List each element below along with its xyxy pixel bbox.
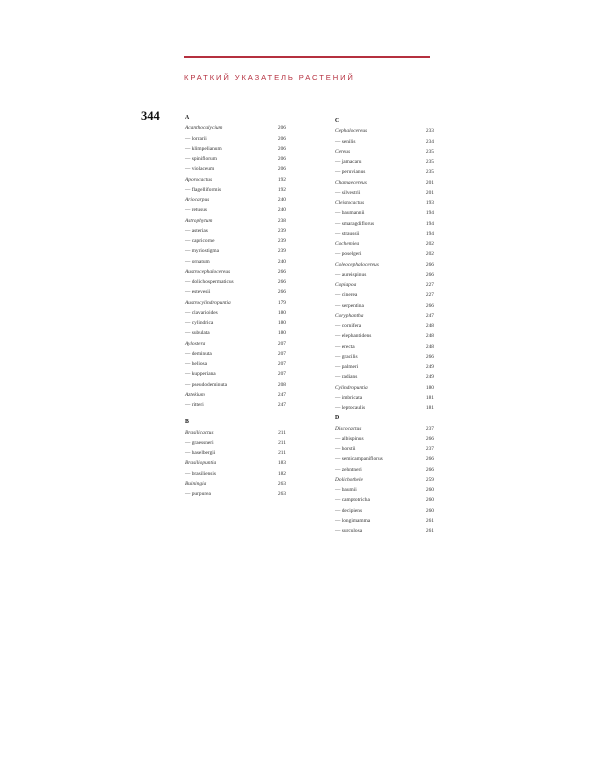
species-name: — leptocaulis	[335, 405, 366, 411]
index-entry	[185, 489, 286, 499]
index-entry	[335, 485, 434, 495]
index-entry	[185, 469, 286, 479]
species-name: — brasiliensis	[185, 470, 216, 477]
page-ref: 207	[277, 371, 286, 378]
index-entry	[335, 465, 434, 475]
page-ref: 263	[277, 480, 286, 487]
page-ref: 266	[425, 302, 434, 309]
index-entry	[185, 226, 286, 236]
index-entry	[335, 424, 434, 434]
species-name: — haselbergii	[185, 450, 216, 456]
page-ref: 180	[425, 384, 434, 391]
species-name: — deminuta	[185, 350, 212, 357]
species-name: — longimamma	[335, 517, 371, 524]
species-name: — cylindrica	[185, 320, 214, 326]
genus-name: Cylindropuntia	[335, 384, 368, 391]
species-name: — baumannii	[335, 210, 365, 217]
species-name: — clavarioides	[185, 309, 218, 316]
index-entry	[335, 260, 434, 270]
letter-label: A	[185, 115, 190, 121]
index-entry	[185, 339, 286, 349]
page-ref: 233	[425, 128, 434, 135]
genus-name: Buiningia	[185, 480, 207, 487]
page-ref: 180	[277, 309, 286, 316]
page-ref: 248	[425, 343, 434, 350]
page-ref: 181	[425, 405, 434, 411]
page-ref: 266	[425, 456, 434, 463]
page-ref: 194	[425, 210, 434, 217]
index-entry	[335, 301, 434, 311]
page-ref: 181	[425, 394, 434, 401]
species-name: — ritteri	[185, 402, 204, 408]
header-rule	[184, 56, 430, 58]
species-name: — cornifera	[335, 323, 362, 329]
page-ref: 260	[425, 497, 434, 504]
species-name: — dolichospermaticus	[185, 279, 234, 285]
page-ref: 240	[277, 197, 286, 203]
index-entry	[335, 362, 434, 372]
index-entry	[335, 475, 434, 485]
page-ref: 260	[425, 487, 434, 493]
page-ref: 211	[278, 450, 286, 456]
species-name: — purpurea	[185, 491, 211, 497]
index-entry	[185, 380, 286, 390]
index-entry	[335, 311, 434, 321]
page-title: КРАТКИЙ УКАЗАТЕЛЬ РАСТЕНИЙ	[184, 73, 355, 82]
index-entry	[185, 318, 286, 328]
species-name: — elephantidens	[335, 333, 372, 340]
genus-name: Acanthocalycium	[185, 125, 223, 132]
index-entry	[335, 270, 434, 280]
species-name: — surculosa	[335, 528, 363, 534]
genus-name: Cephalocereus	[335, 128, 368, 135]
page-ref: 247	[277, 402, 286, 408]
page-ref: 234	[425, 138, 434, 145]
index-entry	[335, 137, 434, 147]
page-ref: 201	[425, 189, 434, 196]
letter-label: D	[335, 415, 340, 422]
page-ref: 206	[277, 135, 286, 142]
species-name: — jamacaru	[335, 159, 362, 165]
index-entry	[185, 246, 286, 256]
index-entry	[185, 428, 286, 438]
species-name: — baumii	[335, 487, 357, 493]
species-name: — smaragdiflorus	[335, 220, 375, 227]
species-name: — myriostigma	[185, 248, 219, 255]
index-entry	[335, 352, 434, 362]
species-name: — subulata	[185, 330, 210, 337]
genus-name: Brasiliopuntia	[185, 460, 217, 467]
page-ref: 235	[425, 169, 434, 176]
page-ref: 227	[425, 292, 434, 299]
species-name: — heliosa	[185, 361, 208, 367]
species-name: — erecta	[335, 343, 355, 350]
page-ref: 207	[277, 350, 286, 357]
index-entry	[335, 280, 434, 290]
page-ref: 263	[277, 491, 286, 497]
index-entry	[185, 369, 286, 379]
species-name: — albispinus	[335, 435, 364, 442]
index-entry	[185, 448, 286, 458]
index-entry	[335, 393, 434, 403]
index-entry	[185, 438, 286, 448]
page-ref: 261	[425, 517, 434, 524]
index-entry	[185, 257, 286, 267]
index-entry	[335, 516, 434, 526]
page-ref: 248	[425, 333, 434, 340]
letter-label: B	[185, 419, 189, 426]
species-name: — spiniflorum	[185, 156, 217, 162]
genus-name: Astrophytum	[185, 217, 213, 224]
species-name: — decipiens	[335, 507, 363, 514]
index-entry	[185, 164, 286, 174]
page-ref: 201	[425, 179, 434, 186]
species-name: — silvestrii	[335, 189, 361, 196]
species-name: — asterias	[185, 227, 208, 234]
page-ref: 261	[425, 528, 434, 534]
species-name: — imbricata	[335, 394, 363, 401]
species-name: — ornatum	[185, 258, 210, 265]
species-name: — semicampaniflorus	[335, 456, 383, 463]
index-entry	[185, 185, 286, 195]
page-ref: 249	[425, 374, 434, 381]
index-entry	[335, 188, 434, 198]
index-entry	[335, 331, 434, 341]
index-entry	[185, 267, 286, 277]
index-entry	[335, 372, 434, 382]
index-entry	[335, 506, 434, 516]
species-name: — kupperiana	[185, 371, 216, 378]
index-entry	[335, 178, 434, 188]
index-letter-heading	[185, 417, 286, 427]
page-ref: 202	[425, 251, 434, 258]
index-entry	[335, 495, 434, 505]
species-name: — peruvianus	[335, 169, 366, 176]
species-name: — pseudodeminuta	[185, 381, 228, 388]
index-entry	[335, 219, 434, 229]
index-entry	[185, 236, 286, 246]
page-ref: 227	[425, 282, 434, 288]
page-ref: 192	[277, 176, 286, 183]
index-entry	[335, 290, 434, 300]
species-name: — klimpelianum	[185, 145, 222, 152]
index-entry	[185, 400, 286, 410]
index-entry	[335, 239, 434, 249]
index-entry	[335, 403, 434, 413]
genus-name: Austrocephalocereus	[185, 268, 231, 275]
index-entry	[185, 154, 286, 164]
page-ref: 194	[425, 230, 434, 237]
index-entry	[185, 175, 286, 185]
species-name: — flagelliformis	[185, 186, 222, 193]
page-ref: 211	[278, 429, 286, 436]
page-ref: 240	[277, 258, 286, 265]
index-entry	[185, 123, 286, 133]
species-name: — senilis	[335, 138, 356, 145]
index-entry	[185, 205, 286, 215]
page-ref: 239	[277, 227, 286, 234]
genus-name: Aporocactus	[185, 176, 213, 183]
page-ref: 206	[277, 156, 286, 162]
index-entry	[335, 383, 434, 393]
page-ref: 266	[425, 271, 434, 278]
index-entry	[335, 444, 434, 454]
genus-name: Cereus	[335, 148, 351, 155]
index-entry	[335, 526, 434, 536]
genus-name: Cleistocactus	[335, 200, 365, 206]
index-entry	[335, 249, 434, 259]
page-ref: 259	[425, 476, 434, 483]
page-ref: 266	[425, 353, 434, 360]
index-entry	[185, 277, 286, 287]
genus-name: Chamaecereus	[335, 179, 367, 186]
index-entry	[185, 298, 286, 308]
page-ref: 239	[277, 248, 286, 255]
index-entry	[335, 198, 434, 208]
index-entry	[335, 342, 434, 352]
index-entry	[185, 144, 286, 154]
index-entry	[185, 216, 286, 226]
letter-label: C	[335, 118, 340, 124]
page-ref: 202	[425, 241, 434, 247]
page-ref: 240	[277, 207, 286, 214]
page-ref: 260	[425, 507, 434, 514]
page-ref: 235	[425, 148, 434, 155]
species-name: — zehntneri	[335, 466, 362, 473]
genus-name: Aylostera	[185, 340, 206, 347]
species-name: — serpentina	[335, 302, 364, 309]
species-name: — aureispinus	[335, 271, 367, 278]
page-ref: 235	[425, 159, 434, 165]
index-entry	[185, 390, 286, 400]
index-column-left	[185, 113, 286, 499]
index-entry	[185, 479, 286, 489]
page-ref: 239	[277, 238, 286, 244]
species-name: — straussii	[335, 230, 360, 237]
species-name: — radians	[335, 374, 358, 381]
index-entry	[335, 147, 434, 157]
page-ref: 238	[277, 217, 286, 224]
index-entry	[335, 126, 434, 136]
page-ref: 237	[425, 446, 434, 452]
species-name: — poselgeri	[335, 251, 362, 258]
index-entry	[185, 349, 286, 359]
genus-name: Discocactus	[335, 425, 362, 432]
page-ref: 266	[277, 268, 286, 275]
page-ref: 193	[425, 200, 434, 206]
page-ref: 208	[277, 381, 286, 388]
page-ref: 207	[277, 340, 286, 347]
species-name: — lorrarii	[185, 135, 207, 142]
page-ref: 207	[277, 361, 286, 367]
species-name: — retusus	[185, 207, 208, 214]
index-entry	[185, 458, 286, 468]
page-ref: 248	[425, 323, 434, 329]
page-ref: 180	[277, 320, 286, 326]
genus-name: Austrocylindropuntia	[185, 299, 231, 306]
index-letter-heading	[185, 113, 286, 123]
genus-name: Coleocephalocereus	[335, 261, 379, 268]
genus-name: Ariocarpus	[185, 197, 210, 203]
index-entry	[185, 308, 286, 318]
genus-name: Cochemiea	[335, 241, 360, 247]
species-name: — gracilis	[335, 353, 358, 360]
species-name: — cinerea	[335, 292, 358, 299]
index-entry	[185, 287, 286, 297]
page-ref: 182	[277, 470, 286, 477]
index-entry	[335, 434, 434, 444]
genus-name: Copiapoa	[335, 282, 357, 288]
page-ref: 179	[277, 299, 286, 306]
genus-name: Dolichothele	[335, 476, 363, 483]
page-ref: 266	[277, 279, 286, 285]
index-entry	[335, 454, 434, 464]
page-ref: 183	[277, 460, 286, 467]
index-entry	[185, 359, 286, 369]
index-entry	[335, 229, 434, 239]
page-ref: 266	[425, 466, 434, 473]
genus-name: Brasilicactus	[185, 429, 214, 436]
index-entry	[335, 157, 434, 167]
index-spacer	[185, 410, 286, 417]
index-entry	[335, 321, 434, 331]
page-ref: 180	[277, 330, 286, 337]
species-name: — graessneri	[185, 439, 214, 446]
index-column-right	[335, 116, 434, 536]
page-ref: 192	[277, 186, 286, 193]
species-name: — horstii	[335, 446, 356, 452]
index-letter-heading	[335, 413, 434, 423]
species-name: — palmeri	[335, 364, 359, 370]
page-ref: 247	[425, 312, 434, 319]
page-ref: 266	[425, 435, 434, 442]
index-entry	[185, 134, 286, 144]
species-name: — violaceum	[185, 166, 215, 173]
page-ref: 206	[277, 145, 286, 152]
index-entry	[335, 167, 434, 177]
page-ref: 247	[277, 391, 286, 398]
index-entry	[185, 328, 286, 338]
page-ref: 237	[425, 425, 434, 432]
species-name: — camptotricha	[335, 497, 370, 504]
index-entry	[335, 208, 434, 218]
species-name: — estevesii	[185, 289, 211, 296]
page-ref: 266	[277, 289, 286, 296]
page-ref: 266	[425, 261, 434, 268]
page-ref: 206	[277, 166, 286, 173]
page-ref: 194	[425, 220, 434, 227]
index-entry	[185, 195, 286, 205]
index-letter-heading	[335, 116, 434, 126]
page-ref: 249	[425, 364, 434, 370]
genus-name: Aztekium	[185, 391, 205, 398]
page-ref: 206	[277, 125, 286, 132]
species-name: — capricorne	[185, 238, 215, 244]
page-number: 344	[141, 109, 160, 123]
genus-name: Coryphantha	[335, 312, 364, 319]
page-ref: 211	[278, 439, 286, 446]
